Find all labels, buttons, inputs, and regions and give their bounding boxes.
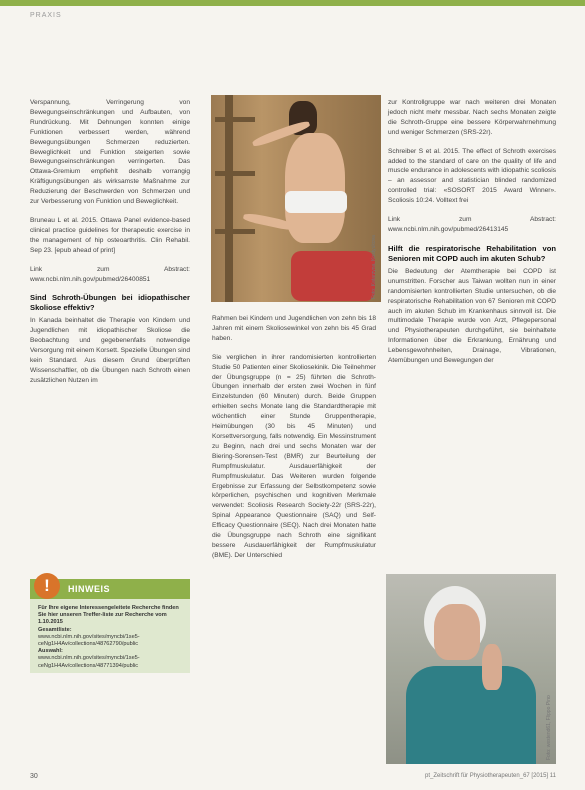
abstract-link[interactable]: Link zum Abstract: www.ncbi.nlm.nih.gov/pubmed/26400851 [30,265,190,283]
column-2 [212,314,376,570]
hinweis-label-gesamt: Gesamtliste: [38,626,72,633]
journal-footer: pt_Zeitschrift für Physiotherapeuten_67 [2015] 11 [425,773,556,779]
hinweis-link-gesamt[interactable]: www.ncbi.nlm.nih.gov/sites/myncbi/1se5-ceNg1H4Av/collections/48762790/public [38,633,140,648]
photo-credit: Foto: westend61, Flippo Pino [546,695,552,760]
reference: Bruneau L et al. 2015. Ottawa Panel evidence-based clinical practice guidelines for therapeutic exercise in the management of hip osteoarthritis. Clin Rehabil. Sep 23. [epub ahead of print] [30,216,190,254]
article-heading: Hilft die respiratorische Rehabilitation von Senioren mit COPD auch im akuten Schub? [388,243,556,263]
paragraph: Rahmen bei Kindern und Jugendlichen von zehn bis 18 Jahren mit einem Skoliosewinkel von zehn bis 45 Grad haben. [212,315,376,342]
hinweis-title: HINWEIS [68,584,111,594]
column-1 [30,98,190,395]
paragraph: Die Bedeutung der Atemtherapie bei COPD ist unumstritten. Forscher aus Taiwan wollten nun in einer randomisierten kontrollierten Studie untersuchen, ob die respiratorische Rehabilitation von 67 Senioren mit COPD auch im akuten Schub im Krankenhaus sinnvoll ist. Die multimodale Therapie wurde von Arzt, Pflegepersonal und Physiotherapeuten durchgeführt, sie beinhaltete Informationen über die Erkrankung, Ernährung und Lebensgewohnheiten, Drainage, Vibrationen, Atemübungen und Bewegungen der [388,267,556,365]
photo-exercise [211,95,381,302]
page-number: 30 [30,773,38,780]
top-accent-bar [0,0,585,6]
abstract-link[interactable]: Link zum Abstract: www.ncbi.nlm.nih.gov/pubmed/26413145 [388,216,556,233]
paragraph: Verspannung, Verringerung von Bewegungseinschränkungen und Aufbauten, von Rundrückung. Mit Dehnungen konnten einige Funktionen verbessert werden, während Bewegungsübungen Schmerzen reduzierten. Beweglichkeit und Funktion steigerten sowie Bewegungseinschränkungen verringerten. Das Ottawa-Gremium empfiehlt deshalb vorrangig Kräftigungsübungen als wirksamste Maßnahme zur Reduzierung der Beschwerden von Schmerzen und zur Verbesserung von Funktion und Beweglichkeit. [30,99,190,206]
paragraph: zur Kontrollgruppe war nach weiteren drei Monaten jedoch nicht mehr messbar. Nach sechs Monaten zeigte die Schroth-Gruppe eine bessere Körperwahrnehmung und weniger Schmerzen (SRS-22r). [388,99,556,136]
column-3 [388,98,556,375]
article-heading: Sind Schroth-Übungen bei idiopathischer Skoliose effektiv? [30,293,190,313]
reference: Schreiber S et al. 2015. The effect of Schroth exercises added to the standard of care on the quality of life and muscle endurance in adolescents with idiopathic scoliosis – an assessor and statistician blinded randomized controlled trial: «SOSORT 2015 Award Winner». Scoliosis 10:24. Volltext frei [388,147,556,205]
photo-credit: Foto: Katarzyna, Kostyukova [371,235,377,299]
hinweis-label-auswahl: Auswahl: [38,648,63,655]
hinweis-link-auswahl[interactable]: www.ncbi.nlm.nih.gov/sites/myncbi/1se5-ceNg1H4Av/collections/48771394/public [38,655,140,669]
exclamation-icon: ! [34,573,60,599]
photo-senior-inhaler [386,574,556,764]
hinweis-body [38,605,184,670]
hinweis-box [30,576,190,673]
section-label: PRAXIS [30,12,62,19]
paragraph: In Kanada beinhaltet die Therapie von Kindern und Jugendlichen mit idiopathischer Skoliose die Beobachtung und gegebenenfalls notwendige Versorgung mit einem Korsett. Spezielle Übungen sind kein Standard. Aus diesem Grund überprüften Wissenschaftler, ob die Übungen nach Schroth einen zusätzlichen Nutzen im [30,317,190,384]
paragraph: Sie verglichen in ihrer randomisierten kontrollierten Studie 50 Patienten einer Skoliosekinik. Die Teilnehmer der Übungsgruppe (n = 25) führten die Schroth-Übungen innerhalb der ersten zwei Wochen in fünf Einzelstunden (60 Minuten) durch. Beide Gruppen erhielten sechs Monate lang die Standardtherapie mit wöchentlich einer Stunde Gruppentherapie, Heimübungen (30 bis 45 Minuten) und Korsettversorgung, falls notwendig. Ein Messinstrument zu Beginn, nach drei und sechs Monaten war der Biering-Sorensen-Test (BMR) zur Beurteilung der Rumpfmuskulatur. Ausdauerfähigkeit der Rumpfmuskulatur. Das Weiteren wurden folgende Ergebnisse zur Erfassung der Selbstkompetenz sowie körperlichen, psychischen und kognitiven Merkmale verwendet: Scoliosis Research Society-22r (SRS-22r), Spinal Appearance Questionnaire (SAQ) und Self-Efficacy Questionnaire (SEQ). Nach drei Monaten hatte die Übungsgruppe nach Schroth eine signifikant bessere Ausdauerfähigkeit der Rumpfmuskulatur (BME). Der Unterschied [212,353,376,559]
hinweis-lead: Für Ihre eigene Interessengeleitete Recherche finden Sie hier unseren Treffer-liste zur Recherche vom 1.10.2015 [38,605,179,626]
